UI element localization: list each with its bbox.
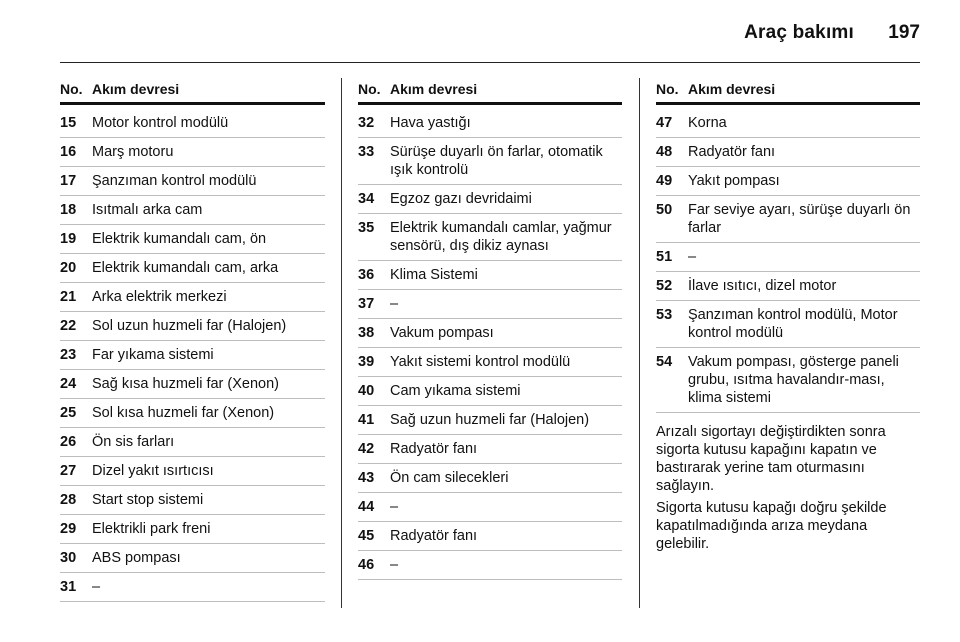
circuit-name: Arka elektrik merkezi xyxy=(92,289,227,305)
circuit-name: Elektrik kumandalı cam, ön xyxy=(92,231,267,247)
circuit-name: – xyxy=(92,579,101,595)
circuit-name: Hava yastığı xyxy=(390,115,471,131)
circuit-name: Vakum pompası xyxy=(390,325,494,341)
circuit-name: Korna xyxy=(688,115,727,131)
fuse-number: 46 xyxy=(358,557,375,573)
circuit-name: Elektrikli park freni xyxy=(92,521,211,537)
fuse-number: 20 xyxy=(60,260,77,276)
table-row xyxy=(358,464,622,493)
circuit-name: Ön cam silecekleri xyxy=(390,470,509,486)
table-row xyxy=(656,109,920,138)
table-row xyxy=(358,261,622,290)
circuit-name: Sağ kısa huzmeli far (Xenon) xyxy=(92,376,279,392)
fuse-number: 35 xyxy=(358,220,375,236)
circuit-name: Start stop sistemi xyxy=(92,492,204,508)
table-row xyxy=(358,551,622,580)
table-header xyxy=(358,78,622,105)
circuit-name: İlave ısıtıcı, dizel motor xyxy=(688,278,837,294)
fuse-number: 43 xyxy=(358,470,375,486)
fuse-number: 38 xyxy=(358,325,375,341)
table-row xyxy=(358,109,622,138)
fuse-number: 29 xyxy=(60,521,77,537)
circuit-name: Egzoz gazı devridaimi xyxy=(390,191,532,207)
fuse-table-column-2 xyxy=(358,78,622,580)
fuse-number: 47 xyxy=(656,115,673,131)
header-circuit: Akım devresi xyxy=(390,81,478,97)
fuse-number: 32 xyxy=(358,115,375,131)
table-row xyxy=(358,522,622,551)
table-rows xyxy=(60,109,325,602)
circuit-name: Elektrik kumandalı cam, arka xyxy=(92,260,279,276)
circuit-name: Klima Sistemi xyxy=(390,267,478,283)
table-row xyxy=(656,301,920,348)
circuit-name: – xyxy=(688,249,697,265)
fuse-number: 42 xyxy=(358,441,375,457)
table-row xyxy=(358,377,622,406)
note-block xyxy=(656,423,920,553)
fuse-number: 41 xyxy=(358,412,375,428)
table-row xyxy=(656,348,920,413)
table-row xyxy=(60,399,325,428)
table-row xyxy=(60,254,325,283)
note-paragraph: Sigorta kutusu kapağı doğru şekilde kapatılmadığında arıza meydana gelebilir. xyxy=(656,500,887,552)
circuit-name: Sol kısa huzmeli far (Xenon) xyxy=(92,405,275,421)
column-divider xyxy=(639,78,640,608)
circuit-name: Far yıkama sistemi xyxy=(92,347,214,363)
circuit-name: ABS pompası xyxy=(92,550,181,566)
fuse-table-column-3 xyxy=(656,78,920,557)
table-row xyxy=(656,167,920,196)
fuse-number: 18 xyxy=(60,202,77,218)
table-row xyxy=(358,493,622,522)
fuse-number: 28 xyxy=(60,492,77,508)
fuse-number: 26 xyxy=(60,434,77,450)
circuit-name: Marş motoru xyxy=(92,144,174,160)
fuse-number: 17 xyxy=(60,173,77,189)
table-row xyxy=(656,243,920,272)
circuit-name: Dizel yakıt ısırtıcısı xyxy=(92,463,214,479)
table-row xyxy=(60,283,325,312)
fuse-number: 30 xyxy=(60,550,77,566)
fuse-number: 48 xyxy=(656,144,673,160)
table-row xyxy=(358,348,622,377)
table-row xyxy=(60,138,325,167)
table-row xyxy=(358,214,622,261)
table-row xyxy=(358,319,622,348)
page-title: Araç bakımı xyxy=(744,22,854,43)
table-rows xyxy=(358,109,622,580)
table-row xyxy=(358,138,622,185)
circuit-name: Yakıt pompası xyxy=(688,173,780,189)
table-row xyxy=(60,544,325,573)
fuse-number: 45 xyxy=(358,528,375,544)
fuse-number: 23 xyxy=(60,347,77,363)
fuse-number: 36 xyxy=(358,267,375,283)
fuse-number: 54 xyxy=(656,354,673,370)
page-header xyxy=(60,18,920,63)
fuse-number: 33 xyxy=(358,144,375,160)
circuit-name: – xyxy=(390,296,399,312)
circuit-name: Elektrik kumandalı camlar, yağmur sensörü, dış dikiz aynası xyxy=(390,220,612,254)
header-circuit: Akım devresi xyxy=(688,81,776,97)
circuit-name: Radyatör fanı xyxy=(390,528,478,544)
table-row xyxy=(60,312,325,341)
fuse-number: 24 xyxy=(60,376,77,392)
table-row xyxy=(60,573,325,602)
table-row xyxy=(60,167,325,196)
circuit-name: Ön sis farları xyxy=(92,434,175,450)
fuse-number: 44 xyxy=(358,499,375,515)
circuit-name: Şanzıman kontrol modülü, Motor kontrol modülü xyxy=(688,307,898,341)
circuit-name: Sürüşe duyarlı ön farlar, otomatik ışık kontrolü xyxy=(390,144,603,178)
table-row xyxy=(358,290,622,319)
fuse-number: 39 xyxy=(358,354,375,370)
column-divider xyxy=(341,78,342,608)
table-row xyxy=(60,225,325,254)
table-rows xyxy=(656,109,920,413)
table-header xyxy=(60,78,325,105)
note-paragraph: Arızalı sigortayı değiştirdikten sonra sigorta kutusu kapağını kapatın ve bastırarak yerine tam oturmasını sağlayın. xyxy=(656,424,886,494)
table-row xyxy=(60,109,325,138)
header-no: No. xyxy=(656,81,679,97)
table-header xyxy=(656,78,920,105)
circuit-name: Cam yıkama sistemi xyxy=(390,383,521,399)
table-row xyxy=(60,196,325,225)
fuse-number: 37 xyxy=(358,296,375,312)
table-row xyxy=(60,428,325,457)
header-no: No. xyxy=(358,81,381,97)
fuse-number: 25 xyxy=(60,405,77,421)
table-row xyxy=(358,435,622,464)
circuit-name: Sol uzun huzmeli far (Halojen) xyxy=(92,318,287,334)
circuit-name: Isıtmalı arka cam xyxy=(92,202,203,218)
table-row xyxy=(60,486,325,515)
table-row xyxy=(358,406,622,435)
table-row xyxy=(60,341,325,370)
page-number: 197 xyxy=(888,22,920,43)
table-row xyxy=(60,515,325,544)
fuse-number: 50 xyxy=(656,202,673,218)
fuse-table-column-1 xyxy=(60,78,325,602)
header-circuit: Akım devresi xyxy=(92,81,180,97)
fuse-number: 19 xyxy=(60,231,77,247)
circuit-name: – xyxy=(390,499,399,515)
fuse-number: 49 xyxy=(656,173,673,189)
circuit-name: Sağ uzun huzmeli far (Halojen) xyxy=(390,412,590,428)
fuse-number: 40 xyxy=(358,383,375,399)
fuse-number: 52 xyxy=(656,278,673,294)
circuit-name: Şanzıman kontrol modülü xyxy=(92,173,257,189)
table-row xyxy=(656,272,920,301)
circuit-name: Radyatör fanı xyxy=(688,144,776,160)
table-row xyxy=(60,370,325,399)
circuit-name: Radyatör fanı xyxy=(390,441,478,457)
fuse-number: 15 xyxy=(60,115,77,131)
fuse-number: 27 xyxy=(60,463,77,479)
circuit-name: Far seviye ayarı, sürüşe duyarlı ön farlar xyxy=(688,202,911,236)
fuse-number: 22 xyxy=(60,318,77,334)
circuit-name: – xyxy=(390,557,399,573)
header-no: No. xyxy=(60,81,83,97)
fuse-number: 21 xyxy=(60,289,77,305)
fuse-number: 16 xyxy=(60,144,77,160)
table-row xyxy=(656,196,920,243)
circuit-name: Yakıt sistemi kontrol modülü xyxy=(390,354,571,370)
table-row xyxy=(60,457,325,486)
circuit-name: Vakum pompası, gösterge paneli grubu, ısıtma havalandır-ması, klima sistemi xyxy=(688,354,899,406)
fuse-number: 53 xyxy=(656,307,673,323)
circuit-name: Motor kontrol modülü xyxy=(92,115,229,131)
fuse-number: 51 xyxy=(656,249,673,265)
fuse-number: 34 xyxy=(358,191,375,207)
table-row xyxy=(656,138,920,167)
fuse-number: 31 xyxy=(60,579,77,595)
table-row xyxy=(358,185,622,214)
